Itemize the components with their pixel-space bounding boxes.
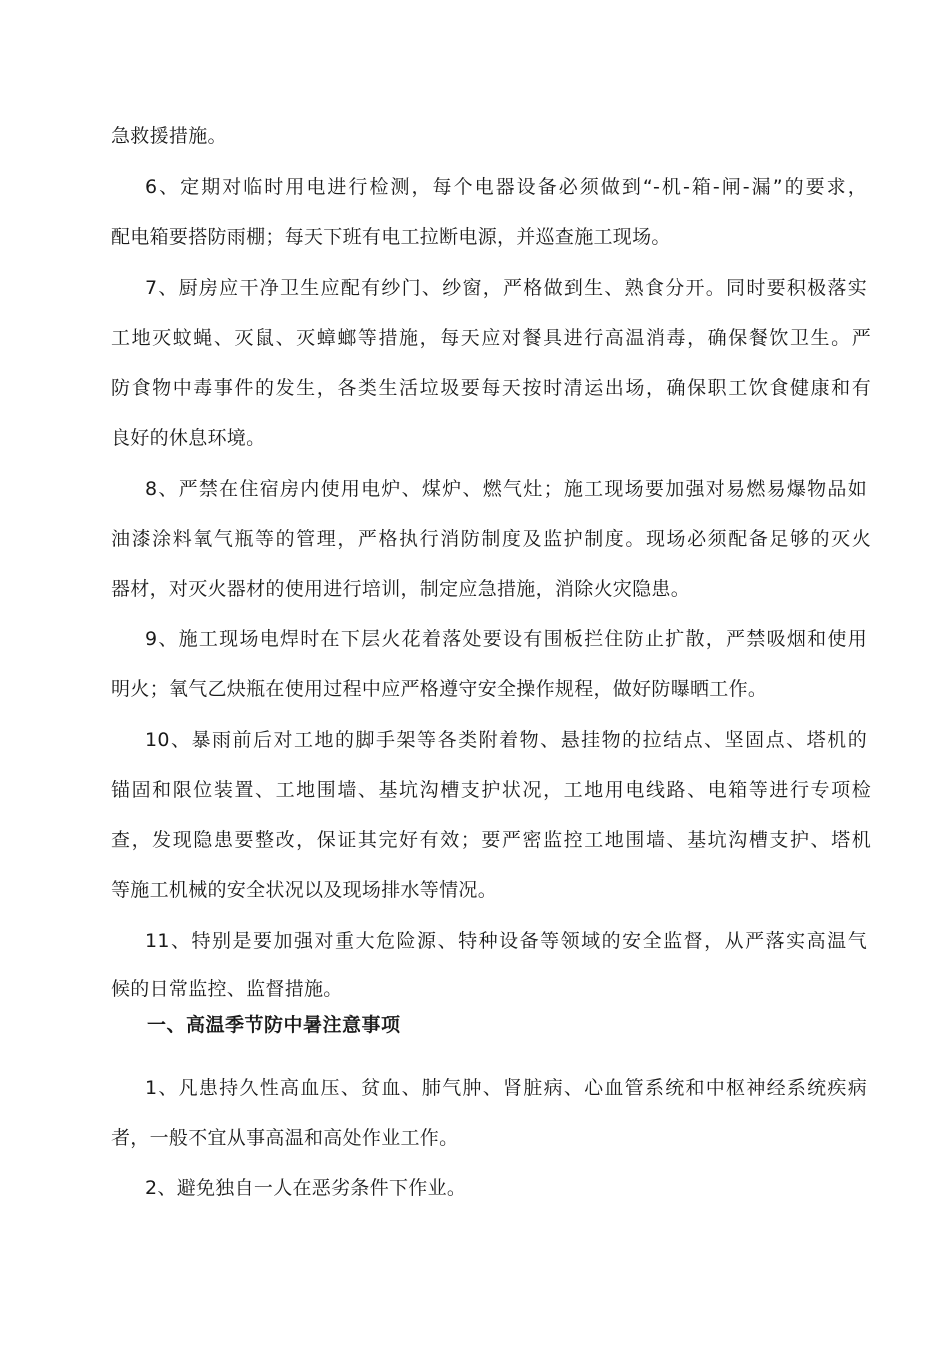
paragraph-9-line-2: 明火；氧气乙炔瓶在使用过程中应严格遵守安全操作规程，做好防曝晒工作。 [111, 678, 768, 700]
paragraph-7-line-1: 7、厨房应干净卫生应配有纱门、纱窗，严格做到生、熟食分开。同时要积极落实 [145, 277, 867, 299]
paragraph-6-line-2: 配电箱要搭防雨棚；每天下班有电工拉断电源，并巡查施工现场。 [111, 226, 671, 248]
paragraph-11-line-2: 候的日常监控、监督措施。 [111, 978, 343, 1000]
paragraph-10-line-2: 锚固和限位装置、工地围墙、基坑沟槽支护状况，工地用电线路、电箱等进行专项检 [111, 779, 871, 801]
paragraph-9-line-1: 9、施工现场电焊时在下层火花着落处要设有围板拦住防止扩散，严禁吸烟和使用 [145, 628, 867, 650]
paragraph-10-line-3: 查，发现隐患要整改，保证其完好有效；要严密监控工地围墙、基坑沟槽支护、塔机 [111, 829, 871, 851]
paragraph-7-line-2: 工地灭蚊蝇、灭鼠、灭蟑螂等措施，每天应对餐具进行高温消毒，确保餐饮卫生。严 [111, 327, 871, 349]
paragraph-0-line-1: 急救援措施。 [111, 125, 227, 147]
paragraph-7-line-3: 防食物中毒事件的发生，各类生活垃圾要每天按时清运出场，确保职工饮食健康和有 [111, 377, 871, 399]
paragraph-8-line-3: 器材，对灭火器材的使用进行培训，制定应急措施，消除火灾隐患。 [111, 578, 691, 600]
paragraph-8-line-2: 油漆涂料氧气瓶等的管理，严格执行消防制度及监护制度。现场必须配备足够的灭火 [111, 528, 871, 550]
heat-item-1-line-2: 者，一般不宜从事高温和高处作业工作。 [111, 1127, 459, 1149]
section-heading: 一、高温季节防中暑注意事项 [147, 1014, 401, 1036]
paragraph-8-line-1: 8、严禁在住宿房内使用电炉、煤炉、燃气灶；施工现场要加强对易燃易爆物品如 [145, 478, 867, 500]
paragraph-6-line-1: 6、定期对临时用电进行检测，每个电器设备必须做到“-机-箱-闸-漏”的要求， [145, 176, 867, 198]
paragraph-10-line-1: 10、暴雨前后对工地的脚手架等各类附着物、悬挂物的拉结点、坚固点、塔机的 [145, 729, 867, 751]
paragraph-10-line-4: 等施工机械的安全状况以及现场排水等情况。 [111, 879, 498, 901]
paragraph-7-line-4: 良好的休息环境。 [111, 427, 266, 449]
paragraph-11-line-1: 11、特别是要加强对重大危险源、特种设备等领域的安全监督，从严落实高温气 [145, 930, 867, 952]
heat-item-2-line-1: 2、避免独自一人在恶劣条件下作业。 [145, 1177, 467, 1199]
heat-item-1-line-1: 1、凡患持久性高血压、贫血、肺气肿、肾脏病、心血管系统和中枢神经系统疾病 [145, 1077, 867, 1099]
